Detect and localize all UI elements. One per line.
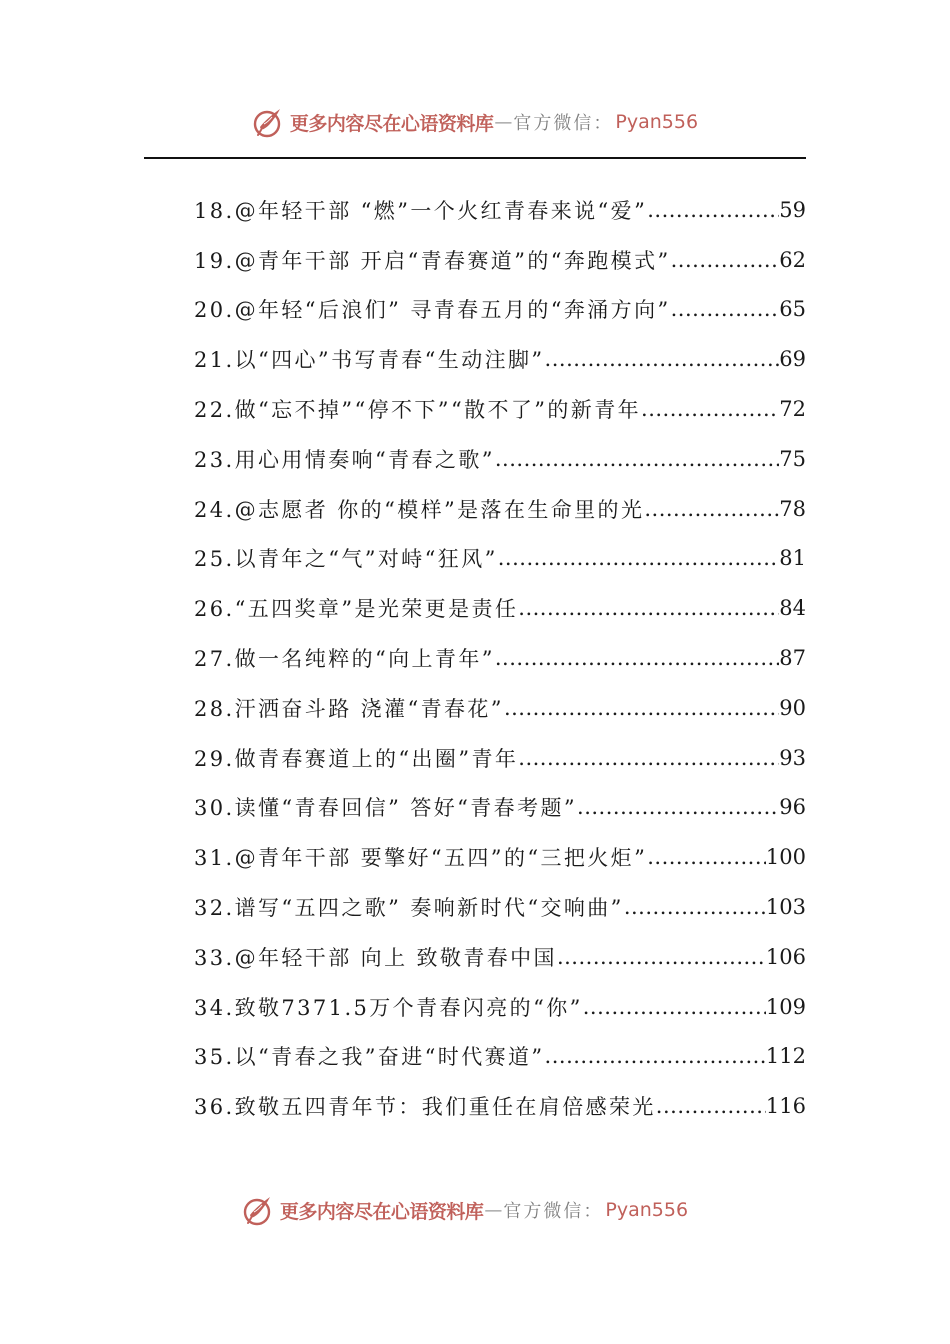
wechat-id: Pyan556	[605, 1199, 689, 1221]
wechat-label: 官方微信：	[503, 1201, 604, 1222]
toc-entry-title: 22.做“忘不掉”“停不下”“散不了”的新青年	[194, 398, 642, 423]
toc-entry[interactable]	[194, 583, 806, 633]
toc-entry-title: 36.致敬五四青年节：我们重任在肩倍感荣光	[194, 1095, 656, 1120]
toc-entry[interactable]	[194, 1081, 806, 1131]
toc-entry-title: 25.以青年之“气”对峙“狂风”	[194, 547, 498, 572]
toc-page-number: 96	[779, 795, 806, 820]
toc-entry-title: 24.@志愿者 你的“模样”是落在生命里的光	[194, 497, 645, 522]
toc-page-number: 69	[779, 347, 806, 372]
toc-dot-leader	[644, 497, 779, 521]
toc-entry-title: 34.致敬7371.5万个青春闪亮的“你”	[194, 995, 583, 1020]
toc-dot-leader	[518, 746, 779, 770]
toc-entry-title: 30.读懂“青春回信” 答好“青春考题”	[194, 796, 578, 821]
toc-entry-title: 29.做青春赛道上的“出圈”青年	[194, 746, 519, 771]
toc-entry[interactable]	[194, 185, 806, 235]
toc-page-number: 78	[779, 496, 806, 521]
toc-dot-leader	[577, 795, 779, 819]
toc-dot-leader	[647, 845, 766, 869]
brand-dash: —	[494, 111, 513, 133]
toc-entry-title: 32.谱写“五四之歌” 奏响新时代“交响曲”	[194, 896, 624, 921]
toc-entry-title: 21.以“四心”书写青春“生动注脚”	[194, 348, 545, 373]
wechat-id: Pyan556	[615, 111, 699, 133]
toc-page-number: 59	[779, 197, 806, 222]
toc-page-number: 90	[779, 695, 806, 720]
toc-entry[interactable]	[194, 683, 806, 733]
brand-text: 更多内容尽在心语资料库	[289, 112, 494, 135]
toc-dot-leader	[557, 945, 766, 969]
toc-entry[interactable]	[194, 434, 806, 484]
toc-dot-leader	[498, 546, 780, 570]
toc-entry[interactable]	[194, 285, 806, 335]
toc-dot-leader	[583, 995, 766, 1019]
toc-page-number: 72	[779, 397, 806, 422]
toc-page-number: 106	[765, 944, 806, 969]
toc-dot-leader	[495, 646, 779, 670]
toc-dot-leader	[518, 596, 779, 620]
toc-entry[interactable]	[194, 783, 806, 833]
toc-page-number: 100	[765, 845, 806, 870]
toc-dot-leader	[647, 198, 779, 222]
toc-entry[interactable]	[194, 384, 806, 434]
toc-entry-title: 35.以“青春之我”奋进“时代赛道”	[194, 1045, 545, 1070]
toc-entry[interactable]	[194, 633, 806, 683]
toc-dot-leader	[504, 696, 779, 720]
toc-dot-leader	[671, 248, 780, 272]
toc-entry[interactable]	[194, 334, 806, 384]
header-watermark	[0, 102, 950, 142]
toc-entry-title: 27.做一名纯粹的“向上青年”	[194, 647, 495, 672]
quill-circle-icon	[242, 1193, 276, 1227]
quill-circle-icon	[252, 105, 286, 139]
footer-watermark	[0, 1190, 940, 1230]
toc-entry[interactable]	[194, 932, 806, 982]
toc-dot-leader	[641, 397, 779, 421]
toc-dot-leader	[545, 1044, 766, 1068]
toc-entry-title: 20.@年轻“后浪们” 寻青春五月的“奔涌方向”	[194, 298, 671, 323]
toc-page-number: 93	[779, 745, 806, 770]
brand-text: 更多内容尽在心语资料库	[279, 1200, 484, 1223]
toc-page-number: 109	[765, 994, 806, 1019]
toc-entry-title: 28.汗洒奋斗路 浇灌“青春花”	[194, 696, 504, 721]
brand-dash: —	[484, 1199, 503, 1221]
toc-page-number: 75	[779, 446, 806, 471]
table-of-contents	[194, 185, 806, 1131]
toc-entry[interactable]	[194, 882, 806, 932]
toc-entry-title: 33.@年轻干部 向上 致敬青春中国	[194, 945, 557, 970]
toc-entry[interactable]	[194, 484, 806, 534]
toc-dot-leader	[545, 347, 780, 371]
header-divider	[144, 157, 806, 159]
toc-entry-title: 26.“五四奖章”是光荣更是责任	[194, 597, 519, 622]
toc-page-number: 103	[765, 895, 806, 920]
toc-entry[interactable]	[194, 982, 806, 1032]
toc-entry-title: 19.@青年干部 开启“青春赛道”的“奔跑模式”	[194, 248, 671, 273]
toc-dot-leader	[495, 447, 779, 471]
wechat-label: 官方微信：	[513, 113, 614, 134]
toc-dot-leader	[671, 297, 780, 321]
toc-entry[interactable]	[194, 832, 806, 882]
toc-page-number: 81	[779, 546, 806, 571]
toc-entry-title: 31.@青年干部 要擎好“五四”的“三把火炬”	[194, 846, 648, 871]
toc-dot-leader	[656, 1094, 766, 1118]
toc-entry-title: 23.用心用情奏响“青春之歌”	[194, 447, 495, 472]
toc-page-number: 116	[765, 1094, 806, 1119]
toc-entry-title: 18.@年轻干部 “燃”一个火红青春来说“爱”	[194, 198, 648, 223]
toc-dot-leader	[624, 895, 766, 919]
toc-page-number: 84	[779, 596, 806, 621]
toc-page-number: 65	[779, 297, 806, 322]
toc-entry[interactable]	[194, 235, 806, 285]
toc-page-number: 112	[765, 1044, 806, 1069]
toc-page-number: 87	[779, 646, 806, 671]
toc-entry[interactable]	[194, 733, 806, 783]
toc-page-number: 62	[779, 247, 806, 272]
toc-entry[interactable]	[194, 534, 806, 584]
toc-entry[interactable]	[194, 1032, 806, 1082]
